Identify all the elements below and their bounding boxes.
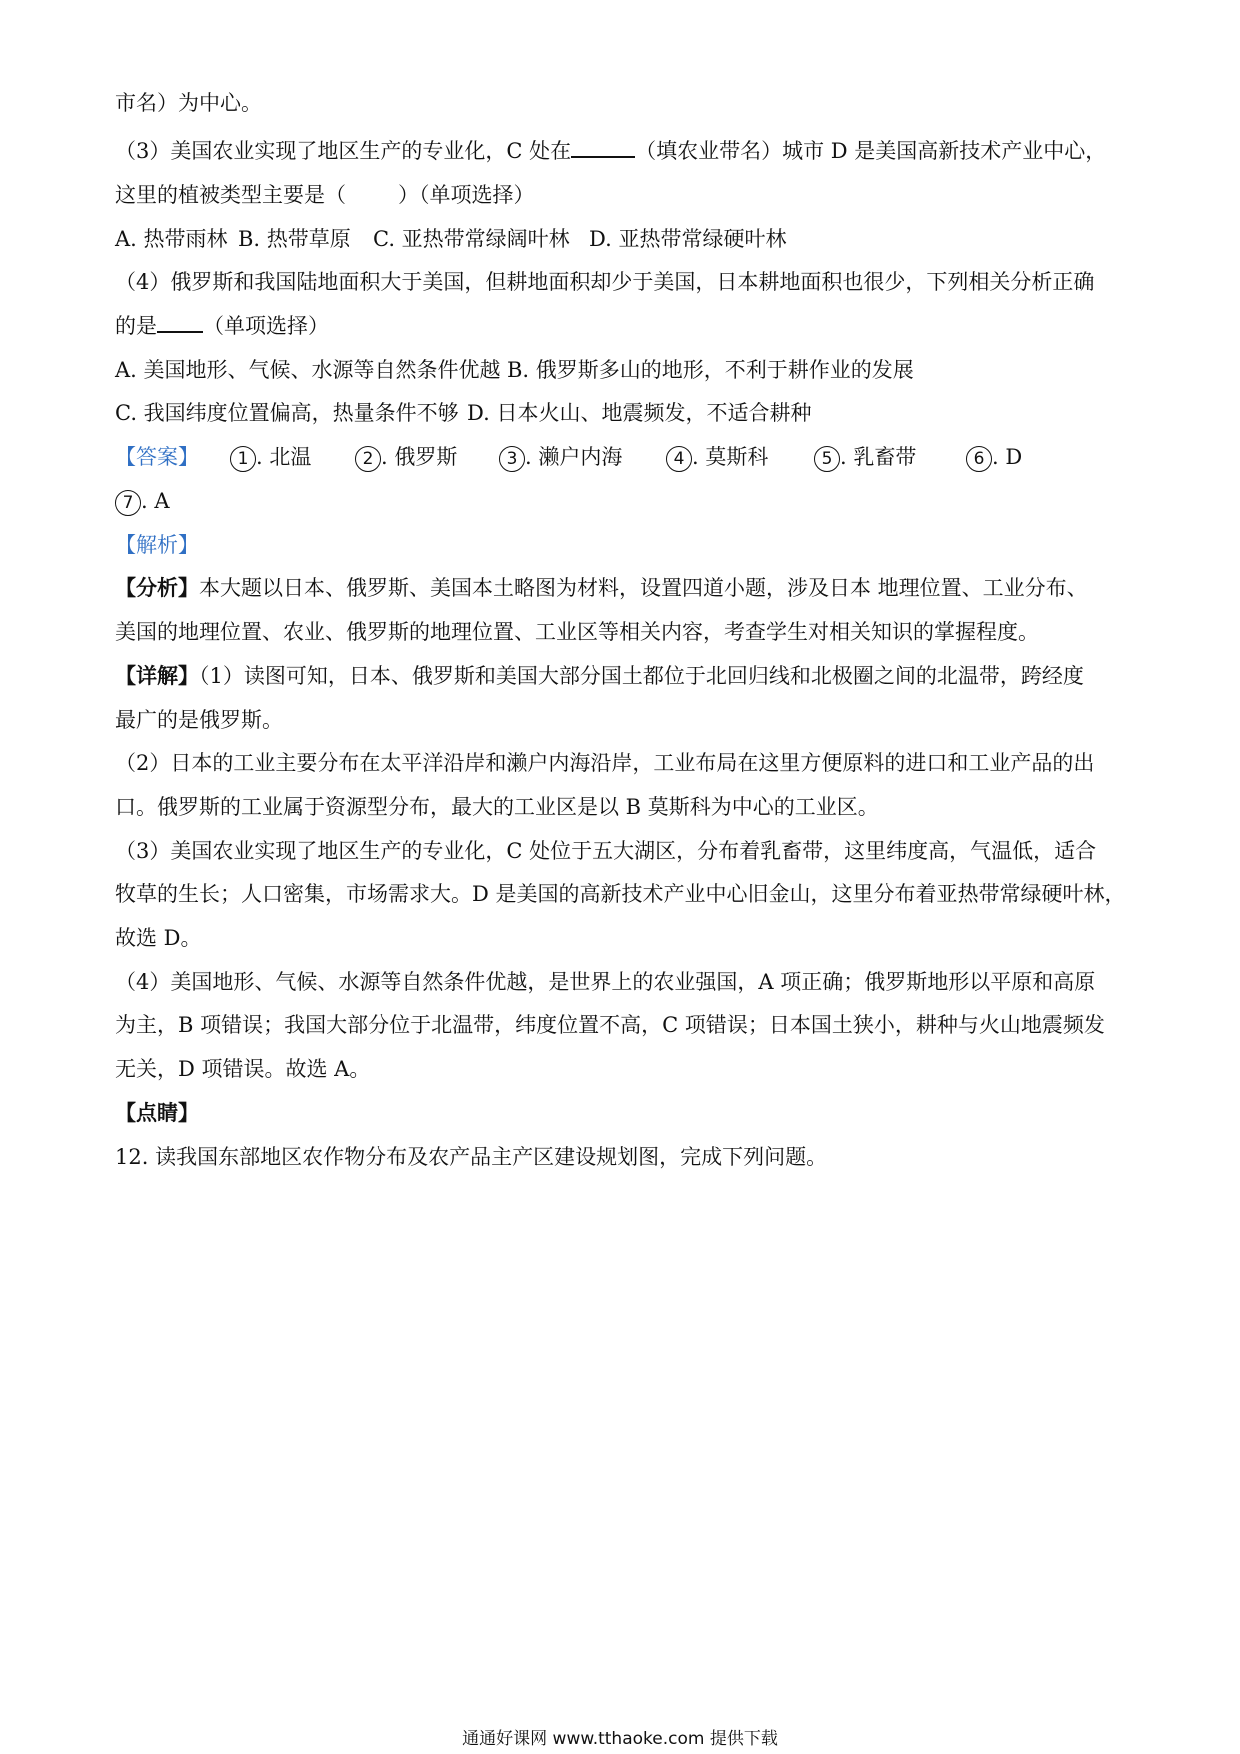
answer-text: . 俄罗斯	[381, 445, 458, 469]
detail-2-line-2: 口。俄罗斯的工业属于资源型分布，最大的工业区是以 B 莫斯科为中心的工业区。	[115, 795, 879, 819]
answer-item-6	[966, 442, 1022, 472]
text-span: （1）读图可知，日本、俄罗斯和美国大部分国土都位于北回归线和北极圈之间的北温带，跨经度	[199, 664, 1084, 688]
question-12: 12. 读我国东部地区农作物分布及农产品主产区建设规划图，完成下列问题。	[115, 1145, 828, 1169]
detail-3-line-2: 牧草的生长；人口密集，市场需求大。D 是美国的高新技术产业中心旧金山，这里分布着亚热带常绿硬叶林，	[115, 882, 1126, 906]
detail-4-line-1: （4）美国地形、气候、水源等自然条件优越，是世界上的农业强国，A 项正确；俄罗斯地形以平原和高原	[115, 970, 1096, 994]
option-d: D. 亚热带常绿硬叶林	[589, 227, 787, 251]
fill-blank	[157, 313, 203, 333]
text-span: （3）美国农业实现了地区生产的专业化，C 处在	[115, 139, 572, 163]
option-c: C. 亚热带常绿阔叶林	[373, 227, 570, 251]
answer-item-1	[230, 442, 311, 472]
question-4-line-1: （4）俄罗斯和我国陆地面积大于美国，但耕地面积却少于美国，日本耕地面积也很少，下列相关分析正确	[115, 270, 1095, 294]
analysis-heading	[115, 530, 1135, 560]
circled-number: 3	[499, 446, 525, 472]
fenxi-line-2: 美国的地理位置、农业、俄罗斯的地理位置、工业区等相关内容，考查学生对相关知识的掌握程度。	[115, 620, 1039, 644]
circled-number: 4	[666, 446, 692, 472]
answer-item-3	[499, 442, 622, 472]
circled-number: 1	[230, 446, 256, 472]
fill-blank	[571, 138, 635, 158]
dianjing-tag: 【点睛】	[115, 1100, 199, 1125]
detail-1-line-2: 最广的是俄罗斯。	[115, 708, 283, 732]
answer-text: . D	[992, 445, 1023, 469]
answer-line-2	[115, 486, 1135, 516]
detail-2-line-1: （2）日本的工业主要分布在太平洋沿岸和濑户内海沿岸，工业布局在这里方便原料的进口和工业产品的出	[115, 751, 1095, 775]
text-span: ）（单项选择）	[398, 183, 535, 207]
question-4-line-2	[115, 311, 1135, 341]
option-a: A. 美国地形、气候、水源等自然条件优越	[115, 358, 501, 382]
detail-3-line-3: 故选 D。	[115, 926, 202, 950]
circled-number: 7	[115, 490, 141, 516]
answer-tag: 【答案】	[115, 445, 199, 469]
option-b: B. 热带草原	[238, 227, 351, 251]
question-3-line-2	[115, 180, 1135, 210]
answer-text: . A	[141, 489, 170, 513]
option-b: B. 俄罗斯多山的地形，不利于耕作业的发展	[507, 358, 914, 382]
answer-text: . 濑户内海	[525, 445, 623, 469]
text-line: 市名）为中心。	[115, 91, 262, 115]
answer-text: . 莫斯科	[692, 445, 769, 469]
dianjing-heading	[115, 1098, 1135, 1128]
fenxi-tag: 【分析】	[115, 575, 199, 600]
question-3-line-1	[115, 136, 1135, 166]
page-footer: 通通好课网 www.tthaoke.com 提供下载	[462, 1729, 778, 1749]
detail-4-line-3: 无关，D 项错误。故选 A。	[115, 1057, 371, 1081]
detail-4-line-2: 为主，B 项错误；我国大部分位于北温带，纬度位置不高，C 项错误；日本国土狭小，耕种与火山地震频发	[115, 1013, 1105, 1037]
option-c: C. 我国纬度位置偏高，热量条件不够	[115, 401, 459, 425]
fenxi-line-1	[115, 573, 1135, 603]
answer-text: . 乳畜带	[840, 445, 917, 469]
text-span: （填农业带名）城市 D 是美国高新技术产业中心，	[635, 139, 1107, 163]
answer-item-5	[814, 442, 916, 472]
text-span: 的是	[115, 314, 157, 338]
circled-number: 2	[355, 446, 381, 472]
text-span: 这里的植被类型主要是（	[115, 183, 346, 207]
circled-number: 5	[814, 446, 840, 472]
answer-item-4	[666, 442, 768, 472]
xiangjie-tag: 【详解】	[115, 663, 199, 688]
answer-item-7	[115, 489, 170, 513]
detail-3-line-1: （3）美国农业实现了地区生产的专业化，C 处位于五大湖区，分布着乳畜带，这里纬度高，气温低，适合	[115, 839, 1097, 863]
analysis-tag: 【解析】	[115, 533, 199, 557]
option-a: A. 热带雨林	[115, 227, 228, 251]
detail-1-line-1	[115, 661, 1135, 691]
answer-item-2	[355, 442, 457, 472]
option-d: D. 日本火山、地震频发，不适合耕种	[467, 401, 812, 425]
text-span: 本大题以日本、俄罗斯、美国本土略图为材料，设置四道小题，涉及日本 地理位置、工业分布、	[199, 576, 1088, 600]
answer-text: . 北温	[256, 445, 312, 469]
text-span: （单项选择）	[203, 314, 329, 338]
circled-number: 6	[966, 446, 992, 472]
